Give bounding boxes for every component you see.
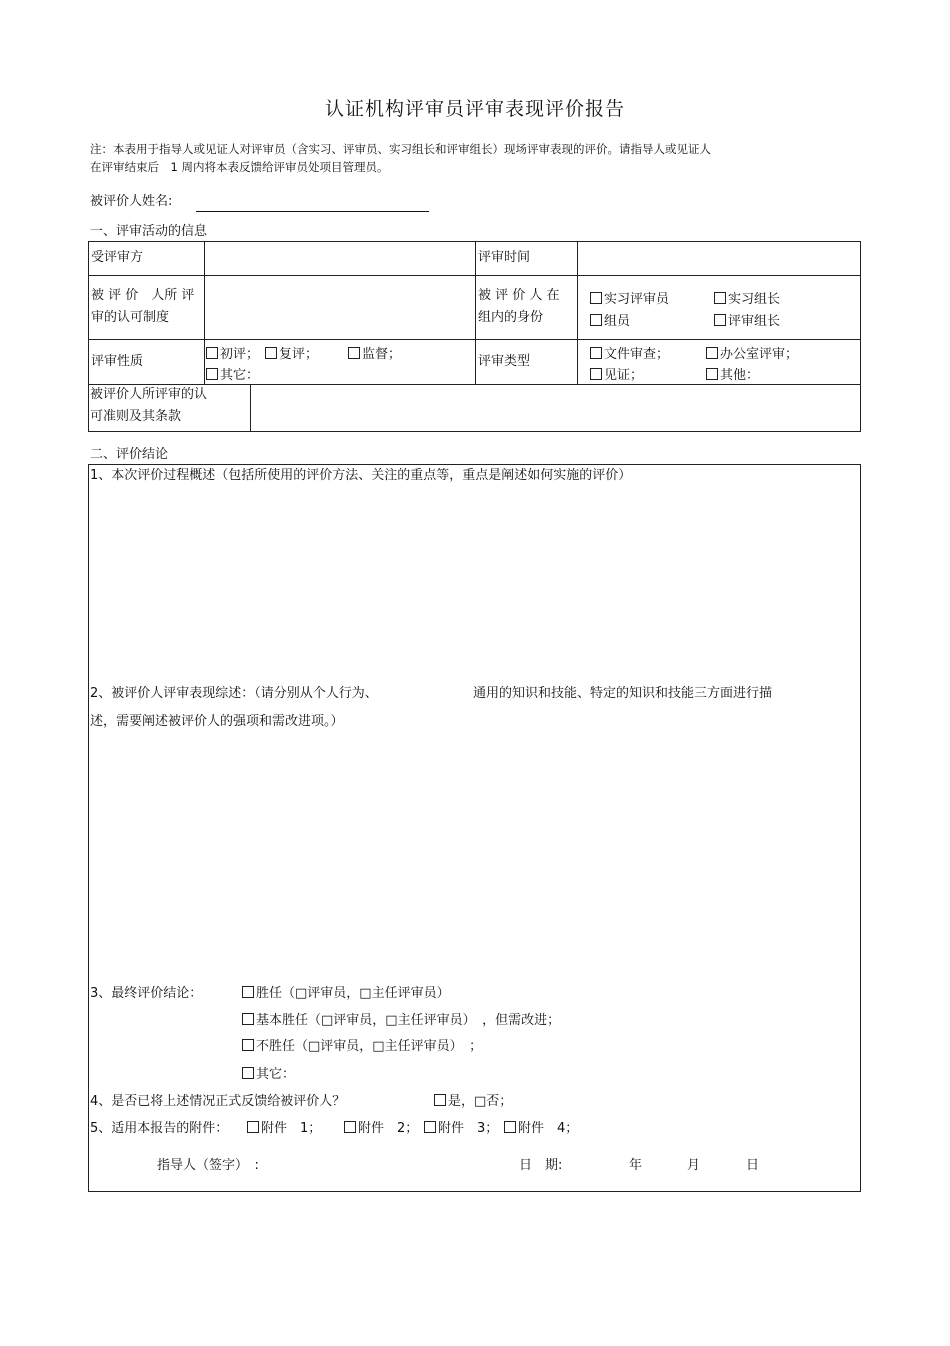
nature-option-other[interactable]: 其它：	[206, 364, 259, 383]
note-line-1: 注：本表用于指导人或见证人对评审员（含实习、评审员、实习组长和评审组长）现场评审表现的评价。请指导人或见证人	[90, 142, 711, 156]
checkbox-icon	[242, 986, 254, 998]
signature-field[interactable]	[284, 1153, 504, 1179]
checkbox-icon	[265, 347, 277, 359]
review-time-field[interactable]	[580, 243, 858, 273]
role-option-member[interactable]: 组员	[590, 310, 630, 329]
item3-option-basically-competent[interactable]: 基本胜任（□评审员，□主任评审员） ，但需改进；	[242, 1010, 560, 1032]
activity-info-table	[88, 241, 861, 432]
nature-option-initial[interactable]: 初评；	[206, 343, 259, 362]
item3-option-not-competent[interactable]: 不胜任（□评审员，□主任评审员） ；	[242, 1036, 482, 1058]
type-option-document-review[interactable]: 文件审查；	[590, 343, 669, 362]
criteria-field[interactable]	[253, 386, 858, 429]
note-line-2: 在评审结束后 1 周内将本表反馈给评审员处项目管理员。	[90, 160, 389, 174]
item1-field[interactable]	[93, 491, 855, 671]
checkbox-icon	[434, 1094, 446, 1106]
checkbox-icon	[242, 1039, 254, 1051]
evaluatee-name-label: 被评价人姓名:	[90, 194, 173, 209]
reviewed-party-label: 受评审方	[91, 250, 144, 265]
checkbox-icon	[348, 347, 360, 359]
item1-text: 1、本次评价过程概述（包括所使用的评价方法、关注的重点等，重点是阐述如何实施的评价）	[90, 468, 632, 483]
nature-option-surveillance[interactable]: 监督；	[348, 343, 401, 362]
checkbox-icon	[706, 368, 718, 380]
item3-label: 3、最终评价结论：	[90, 986, 203, 1001]
checkbox-icon	[247, 1121, 259, 1133]
accreditation-system-field[interactable]	[207, 277, 473, 337]
checkbox-icon	[590, 347, 602, 359]
checkbox-icon	[206, 347, 218, 359]
checkbox-icon	[242, 1067, 254, 1079]
type-option-office-review[interactable]: 办公室评审；	[706, 343, 798, 362]
type-option-other[interactable]: 其他：	[706, 364, 759, 383]
role-option-leader[interactable]: 评审组长	[714, 310, 780, 329]
criteria-label-1: 被评价人所评审的认	[90, 387, 208, 402]
item5-attachment-2[interactable]: 附件 2；	[344, 1118, 418, 1140]
item5-attachment-1[interactable]: 附件 1；	[247, 1118, 321, 1140]
type-label: 评审类型	[478, 354, 531, 369]
checkbox-icon	[590, 368, 602, 380]
nature-label: 评审性质	[91, 354, 144, 369]
review-time-label: 评审时间	[478, 250, 531, 265]
checkbox-icon	[590, 292, 602, 304]
checkbox-icon	[504, 1121, 516, 1133]
nature-option-reassessment[interactable]: 复评；	[265, 343, 318, 362]
evaluatee-name-field[interactable]	[196, 211, 429, 212]
date-label: 日 期:	[519, 1158, 563, 1173]
role-option-intern-assessor[interactable]: 实习评审员	[590, 288, 669, 307]
date-year: 年	[629, 1158, 643, 1173]
checkbox-icon	[714, 314, 726, 326]
checkbox-icon	[344, 1121, 356, 1133]
checkbox-icon	[590, 314, 602, 326]
checkbox-icon	[242, 1013, 254, 1025]
item3-option-other[interactable]: 其它：	[242, 1064, 295, 1086]
role-label-2: 组内的身份	[478, 310, 544, 325]
role-option-intern-leader[interactable]: 实习组长	[714, 288, 780, 307]
date-day: 日	[746, 1158, 760, 1173]
checkbox-icon	[424, 1121, 436, 1133]
role-label-1: 被 评 价 人 在	[478, 288, 560, 303]
accreditation-system-label-2: 审的认可制度	[91, 310, 170, 325]
section1-heading: 一、评审活动的信息	[90, 224, 208, 239]
item5-label: 5、适用本报告的附件：	[90, 1121, 229, 1136]
item5-attachment-3[interactable]: 附件 3；	[424, 1118, 498, 1140]
checkbox-icon	[206, 368, 218, 380]
date-month: 月	[687, 1158, 701, 1173]
item4-label: 4、是否已将上述情况正式反馈给被评价人？	[90, 1094, 346, 1109]
type-option-witness[interactable]: 见证；	[590, 364, 643, 383]
item3-option-competent[interactable]: 胜任（□评审员，□主任评审员）	[242, 983, 450, 1005]
checkbox-icon	[714, 292, 726, 304]
checkbox-icon	[706, 347, 718, 359]
item2-text-b: 通用的知识和技能、特定的知识和技能三方面进行描	[473, 686, 773, 701]
item2-text-a: 2、被评价人评审表现综述：（请分别从个人行为、	[90, 686, 378, 701]
signature-label: 指导人（签字） :	[157, 1158, 259, 1173]
criteria-label-2: 可准则及其条款	[90, 409, 182, 424]
reviewed-party-field[interactable]	[207, 243, 473, 273]
page-title: 认证机构评审员评审表现评价报告	[324, 98, 625, 120]
evaluation-conclusion-box	[88, 464, 861, 1192]
section2-heading: 二、评价结论	[90, 447, 169, 462]
item5-attachment-4[interactable]: 附件 4；	[504, 1118, 578, 1140]
item2-field[interactable]	[93, 737, 855, 977]
accreditation-system-label-1: 被 评 价 人所 评	[91, 288, 195, 303]
item4-options[interactable]: 是，□否；	[434, 1091, 512, 1113]
item2-text-line2: 述，需要阐述被评价人的强项和需改进项。）	[90, 714, 344, 729]
